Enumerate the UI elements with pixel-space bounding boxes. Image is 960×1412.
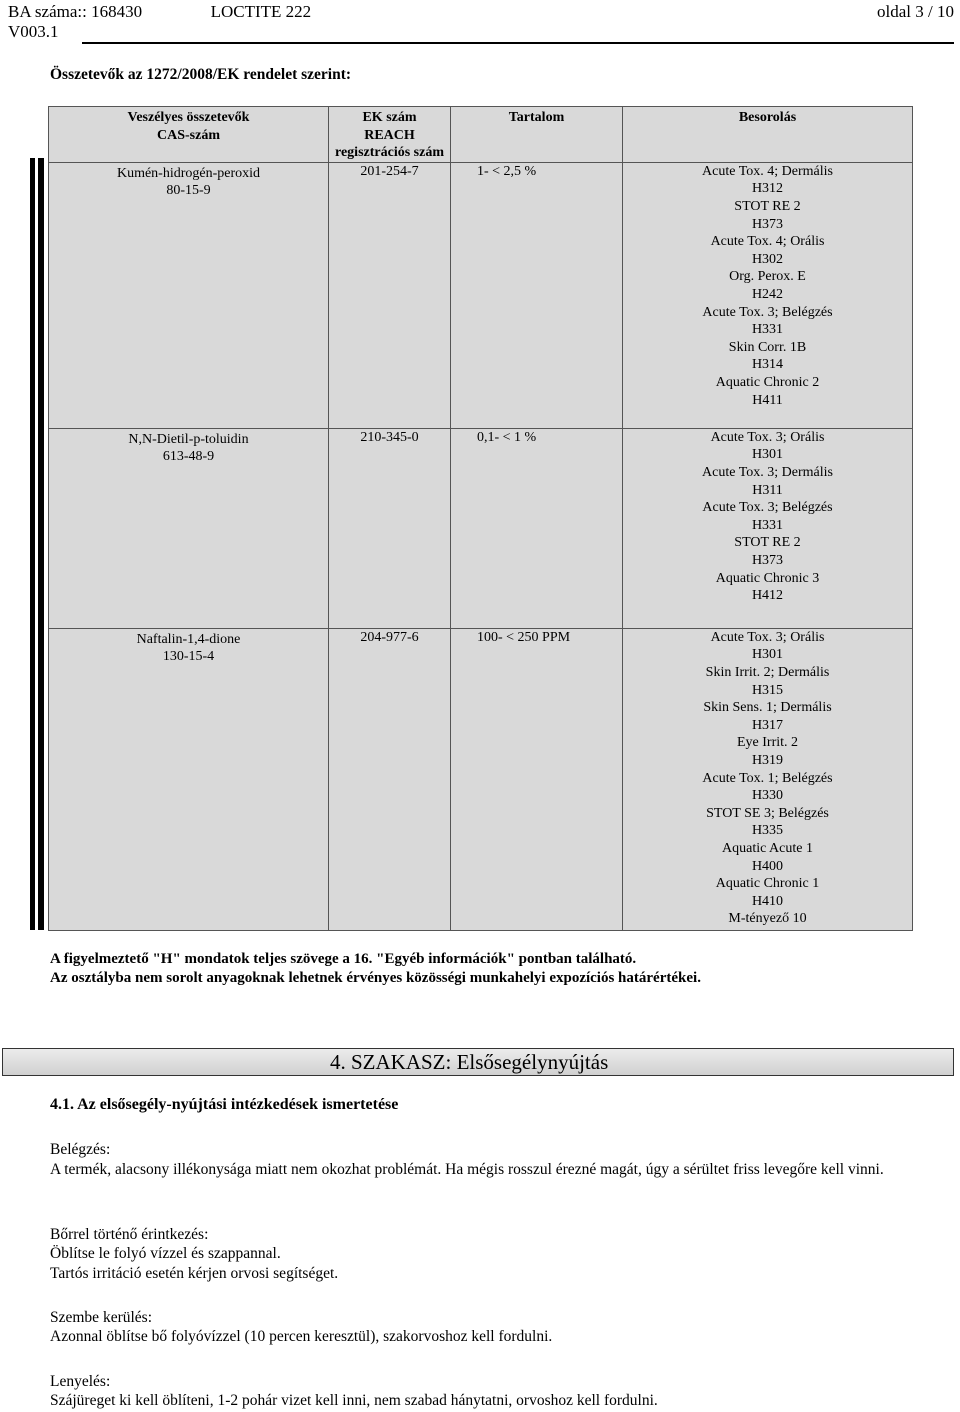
class-line: H317: [751, 717, 784, 733]
header-text: REACH: [364, 127, 415, 143]
page-header: [8, 0, 954, 44]
class-line: STOT SE 3; Belégzés: [706, 805, 829, 821]
class-line: Aquatic Chronic 2: [715, 374, 820, 390]
class-line: Aquatic Chronic 1: [715, 876, 820, 892]
class-line: H410: [751, 893, 784, 909]
class-line: Acute Tox. 1; Belégzés: [702, 770, 833, 786]
ingredient-cell: [49, 628, 329, 930]
skin-label: Bőrrel történő érintkezés:: [50, 1226, 209, 1243]
class-line: Aquatic Acute 1: [722, 840, 813, 856]
class-line: H319: [751, 752, 784, 768]
ingredients-table: [48, 106, 913, 931]
page-number: oldal 3 / 10: [877, 2, 954, 21]
class-line: STOT RE 2: [734, 535, 801, 551]
header-text: Veszélyes összetevők: [127, 110, 250, 125]
class-line: Acute Tox. 4; Orális: [710, 234, 825, 250]
class-line: H335: [751, 823, 784, 839]
class-line: H331: [751, 322, 784, 338]
content-value: 100- < 250 PPM: [477, 629, 571, 645]
content-value: 0,1- < 1 %: [477, 429, 537, 445]
class-line: Acute Tox. 3; Orális: [710, 429, 825, 445]
section4-title: 4. SZAKASZ: Elsősegélynyújtás: [330, 1050, 609, 1074]
ek-number: 210-345-0: [329, 428, 451, 628]
class-line: H301: [751, 647, 784, 663]
class-line: Acute Tox. 3; Dermális: [702, 464, 833, 480]
header-ingredient: [49, 107, 329, 163]
inhalation-label: Belégzés:: [50, 1141, 111, 1158]
class-line: H400: [751, 858, 784, 874]
classification-cell: [623, 628, 913, 930]
class-line: H311: [752, 482, 783, 498]
ingredient-name: N,N-Dietil-p-toluidin: [128, 431, 249, 447]
class-line: Skin Corr. 1B: [728, 339, 807, 355]
ek-number: 201-254-7: [329, 162, 451, 428]
skin-text-2: Tartós irritáció esetén kérjen orvosi segítséget.: [50, 1265, 339, 1282]
cas-number: 613-48-9: [162, 449, 215, 465]
ingredient-cell: [49, 162, 329, 428]
content-cell: [451, 628, 623, 930]
section4-subtitle: 4.1. Az elsősegély-nyújtási intézkedések ismertetése: [50, 1096, 399, 1113]
table-row: [49, 428, 913, 628]
class-line: Acute Tox. 3; Belégzés: [702, 304, 833, 320]
class-line: H315: [751, 682, 784, 698]
header-ek: [329, 107, 451, 163]
eye-text: Azonnal öblítse bő folyóvízzel (10 percen keresztül), szakorvoshoz kell fordulni.: [50, 1328, 553, 1345]
version: V003.1: [8, 22, 59, 41]
header-classification: Besorolás: [623, 107, 913, 163]
section-title: Összetevők az 1272/2008/EK rendelet szerint:: [50, 66, 352, 83]
content-cell: [451, 162, 623, 428]
header-rule: [82, 42, 954, 44]
class-line: Acute Tox. 3; Belégzés: [702, 500, 833, 516]
class-line: H312: [751, 181, 784, 197]
content-cell: [451, 428, 623, 628]
ingredient-name: Naftalin-1,4-dione: [136, 631, 241, 647]
ba-number: 168430: [91, 2, 143, 21]
skin-text-1: Öblítse le folyó vízzel és szappannal.: [50, 1245, 281, 1262]
class-line: Aquatic Chronic 3: [715, 570, 820, 586]
header-content: Tartalom: [451, 107, 623, 163]
ingredient-name: Kumén-hidrogén-peroxid: [116, 165, 261, 181]
table-notes: [50, 950, 701, 988]
ek-number: 204-977-6: [329, 628, 451, 930]
class-line: H331: [751, 517, 784, 533]
class-line: H373: [751, 552, 784, 568]
class-line: Acute Tox. 3; Orális: [710, 629, 825, 645]
class-line: H411: [752, 392, 783, 408]
class-line: Acute Tox. 4; Dermális: [702, 163, 833, 179]
cas-number: 80-15-9: [166, 183, 211, 199]
class-line: STOT RE 2: [734, 198, 801, 214]
revision-bar: [38, 158, 44, 930]
ingestion-text: Szájüreget ki kell öblíteni, 1-2 pohár vizet kell inni, nem szabad hánytatni, orvoshoz kell fordulni.: [50, 1392, 658, 1409]
class-line: Skin Sens. 1; Dermális: [703, 700, 832, 716]
eye-label: Szembe kerülés:: [50, 1309, 153, 1326]
header-text: EK szám: [362, 110, 417, 125]
revision-bar: [30, 158, 35, 930]
ingestion-label: Lenyelés:: [50, 1373, 111, 1390]
class-line: H373: [751, 216, 784, 232]
class-line: H301: [751, 447, 784, 463]
class-line: H330: [751, 788, 784, 804]
class-line: M-tényező 10: [728, 911, 807, 927]
table-row: [49, 628, 913, 930]
header-text: regisztrációs szám: [335, 145, 444, 161]
class-line: Eye Irrit. 2: [736, 735, 799, 751]
table-row: [49, 162, 913, 428]
revision-bars: [30, 158, 48, 930]
table-header-row: [49, 107, 913, 163]
class-line: Skin Irrit. 2; Dermális: [705, 664, 830, 680]
classification-cell: [623, 162, 913, 428]
product-name: LOCTITE 222: [210, 2, 312, 21]
header-line: [8, 2, 311, 22]
cas-number: 130-15-4: [162, 649, 215, 665]
content-value: 1- < 2,5 %: [477, 163, 537, 179]
inhalation-text: A termék, alacsony illékonysága miatt nem okozhat problémát. Ha mégis rosszul érezné magát, úgy a sérültet friss levegőre kell vinni.: [50, 1161, 884, 1178]
note-h-statements: A figyelmeztető "H" mondatok teljes szövege a 16. "Egyéb információk" pontban található.: [50, 951, 637, 967]
class-line: H412: [751, 588, 784, 604]
ba-label: BA száma::: [8, 2, 87, 21]
class-line: H314: [751, 357, 784, 373]
class-line: H302: [751, 251, 784, 267]
note-exposure-limits: Az osztályba nem sorolt anyagoknak lehetnek érvényes közösségi munkahelyi expozíciós határértékei.: [50, 970, 701, 986]
class-line: Org. Perox. E: [729, 269, 806, 285]
header-text: CAS-szám: [157, 127, 220, 143]
class-line: H242: [751, 286, 784, 302]
classification-cell: [623, 428, 913, 628]
ingredient-cell: [49, 428, 329, 628]
